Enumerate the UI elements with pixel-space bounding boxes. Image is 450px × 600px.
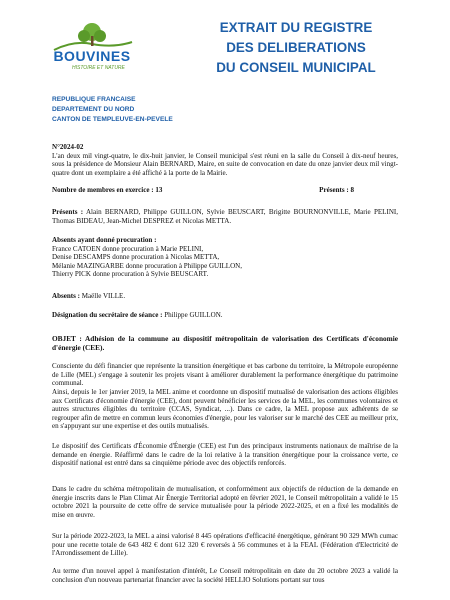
procurations-section <box>52 236 398 279</box>
title-line-2: DES DELIBERATIONS <box>226 40 366 55</box>
members-in-office: Nombre de membres en exercice : 13 <box>52 186 163 194</box>
secretary-name: Philippe GUILLON. <box>164 311 223 319</box>
title-line-1: EXTRAIT DU REGISTRE <box>219 20 373 35</box>
presents-names: Alain BERNARD, Philippe GUILLON, Sylvie BEUSCART, Brigitte BOURNONVILLE, Marie PELINI, Thomas BIDEAU, Jean-Michel DESPREZ et Nicolas METTA. <box>52 208 399 225</box>
procuration-item: Denise DESCAMPS donne procuration à Nicolas METTA, <box>52 253 220 262</box>
presents-section <box>52 208 398 225</box>
title-line-3: DU CONSEIL MUNICIPAL <box>216 60 376 75</box>
header-republique: REPUBLIQUE FRANCAISE <box>52 96 136 103</box>
header-departement: DEPARTEMENT DU NORD <box>52 106 135 113</box>
logo-tagline: HISTOIRE ET NATURE <box>72 65 125 71</box>
document-title <box>196 18 396 78</box>
secretary-section <box>52 311 398 320</box>
paragraph-3: Le dispositif des Certificats d'Économie d'Énergie (CEE) est l'un des principaux instruments nationaux de maîtrise de la demande en énergie. Réaffirmé dans le cadre de la loi relative à la transition énergétique pour la croissance verte, ce dispositif national est entré dans sa cinquième période avec des objectifs renforcés. <box>52 442 398 468</box>
paragraph-1: Consciente du défi financier que représente la transition énergétique et bas carbone du territoire, la Métropole européenne de Lille (MEL) s'engage à soutenir les projets visant à améliorer durablement la performance énergétique du patrimoine communal. <box>52 362 398 388</box>
procuration-item: Thierry PICK donne procuration à Sylvie BEUSCART. <box>52 270 209 279</box>
intro-paragraph: L'an deux mil vingt-quatre, le dix-huit janvier, le Conseil municipal s'est réuni en la salle du Conseil à dix-neuf heures, sous la présidence de Monsieur Alain BERNARD, Maire, en suite de convocation en date du onze janvier deux mil vingt-quatre dont un exemplaire a été affiché à la porte de la Mairie. <box>52 151 398 177</box>
paragraph-4: Dans le cadre du schéma métropolitain de mutualisation, et conformément aux objectifs de réduction de la demande en énergie inscrits dans le Plan Climat Air Énergie Territorial adopté en février 2021, le Conseil métropolitain a validé le 15 octobre 2021 la poursuite de cette offre de service mutualisée pour la période 2022-2025, et en a fixé les modalités de mise en œuvre. <box>52 485 398 519</box>
absents-names: Maëlle VILLE. <box>81 292 126 300</box>
procuration-item: France CATOEN donne procuration à Marie PELINI, <box>52 244 204 253</box>
logo-wordmark: BOUVINES <box>53 48 131 64</box>
deliberation-header <box>52 143 398 177</box>
header-canton: CANTON DE TEMPLEUVE-EN-PEVELE <box>52 116 173 123</box>
bouvines-logo <box>44 22 140 82</box>
paragraph-6: Au terme d'un nouvel appel à manifestation d'intérêt, Le Conseil métropolitain en date du 20 octobre 2023 a validé la conclusion d'un nouveau partenariat financier avec la société HELLIO Solutions portant sur tous <box>52 567 398 584</box>
members-present-count: Présents : 8 <box>319 186 354 194</box>
objet-heading: OBJET : Adhésion de la commune au dispositif métropolitain de valorisation des Certificats d'économie d'énergie (CEE). <box>52 334 398 352</box>
paragraph-2: Ainsi, depuis le 1er janvier 2019, la MEL anime et coordonne un dispositif mutualisé de valorisation des actions éligibles aux Certificats d'économie d'énergie (CEE), dont peuvent bénéficier les services de la MEL, les communes volontaires et autres structures éligibles du territoire (CCAS, Syndicat, ...). Dans ce cadre, la MEL propose aux adhérents de se regrouper afin de mettre en commun leurs économies d'énergie, pour les valoriser sur le marché des CEE au meilleur prix, en s'appuyant sur une expertise et des outils mutualisés. <box>52 388 398 431</box>
paragraph-5: Sur la période 2022-2023, la MEL a ainsi valorisé 8 445 opérations d'efficacité énergétique, générant 90 329 MWh cumac pour une recette totale de 643 482 € dont 612 320 € reversés à 56 communes et à la FEAL (Fédération d'Electricité de l'Arrondissement de Lille). <box>52 532 398 558</box>
member-counts <box>52 186 398 195</box>
absents-label: Absents : <box>52 292 80 300</box>
deliberation-number: N°2024-02 <box>52 143 84 151</box>
procuration-item: Mélanie MAZINGARBE donne procuration à Philippe GUILLON, <box>52 261 243 270</box>
procurations-label: Absents ayant donné procuration : <box>52 236 157 244</box>
secretary-label: Désignation du secrétaire de séance : <box>52 311 163 319</box>
absents-section <box>52 292 398 301</box>
presents-label: Présents : <box>52 208 84 216</box>
administrative-header <box>52 95 173 125</box>
